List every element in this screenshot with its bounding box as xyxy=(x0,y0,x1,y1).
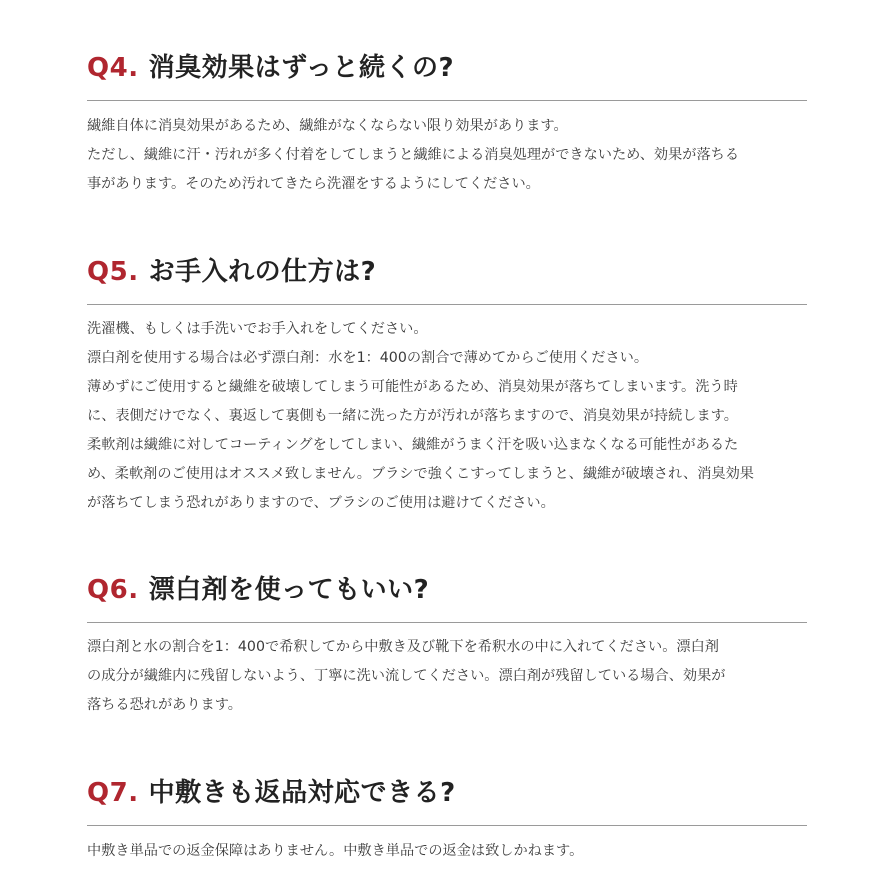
answer-line: の成分が繊維内に残留しないよう、丁寧に洗い流してください。漂白剤が残留している場合、効果が xyxy=(87,668,726,684)
answer-line: め、柔軟剤のご使用はオススメ致しません。ブラシで強くこすってしまうと、繊維が破壊され、消臭効果 xyxy=(87,466,754,482)
question-heading xyxy=(87,568,429,612)
answer-line: に、表側だけでなく、裏返して裏側も一緒に洗った方が汚れが落ちますので、消臭効果が持続します。 xyxy=(87,408,738,424)
question-number: Q4. xyxy=(87,53,139,83)
divider xyxy=(87,825,807,826)
answer-text xyxy=(87,112,807,199)
question-heading xyxy=(87,771,456,815)
answer-line: が落ちてしまう恐れがありますので、ブラシのご使用は避けてください。 xyxy=(87,495,555,511)
question-title: 消臭効果はずっと続くの? xyxy=(148,53,455,83)
answer-line: 中敷き単品での返金保障はありません。中敷き単品での返金は致しかねます。 xyxy=(87,843,584,859)
answer-line: ただし、繊維に汗・汚れが多く付着をしてしまうと繊維による消臭処理ができないため、効果が落ちる xyxy=(87,147,740,163)
answer-line: 漂白剤と水の割合を1：400で希釈してから中敷き及び靴下を希釈水の中に入れてください。漂白剤 xyxy=(87,639,719,655)
divider xyxy=(87,622,807,623)
answer-line: 落ちる恐れがあります。 xyxy=(87,697,242,713)
answer-line: 漂白剤を使用する場合は必ず漂白剤：水を1：400の割合で薄めてからご使用ください。 xyxy=(87,350,649,366)
answer-line: 洗濯機、もしくは手洗いでお手入れをしてください。 xyxy=(87,321,428,337)
answer-text xyxy=(87,633,807,720)
question-heading xyxy=(87,250,376,294)
answer-text xyxy=(87,837,807,866)
question-number: Q6. xyxy=(87,575,139,605)
divider xyxy=(87,304,807,305)
question-number: Q5. xyxy=(87,257,139,287)
answer-line: 繊維自体に消臭効果があるため、繊維がなくならない限り効果があります。 xyxy=(87,118,568,134)
answer-line: 柔軟剤は繊維に対してコーティングをしてしまい、繊維がうまく汗を吸い込まなくなる可能性があるた xyxy=(87,437,739,453)
question-number: Q7. xyxy=(87,778,139,808)
divider xyxy=(87,100,807,101)
question-title: 漂白剤を使ってもいい? xyxy=(148,575,430,605)
question-heading xyxy=(87,46,454,90)
question-title: 中敷きも返品対応できる? xyxy=(148,778,456,808)
answer-text xyxy=(87,315,807,518)
answer-line: 事があります。そのため汚れてきたら洗濯をするようにしてください。 xyxy=(87,176,540,192)
answer-line: 薄めずにご使用すると繊維を破壊してしまう可能性があるため、消臭効果が落ちてしまいます。洗う時 xyxy=(87,379,738,395)
question-title: お手入れの仕方は? xyxy=(148,257,377,287)
